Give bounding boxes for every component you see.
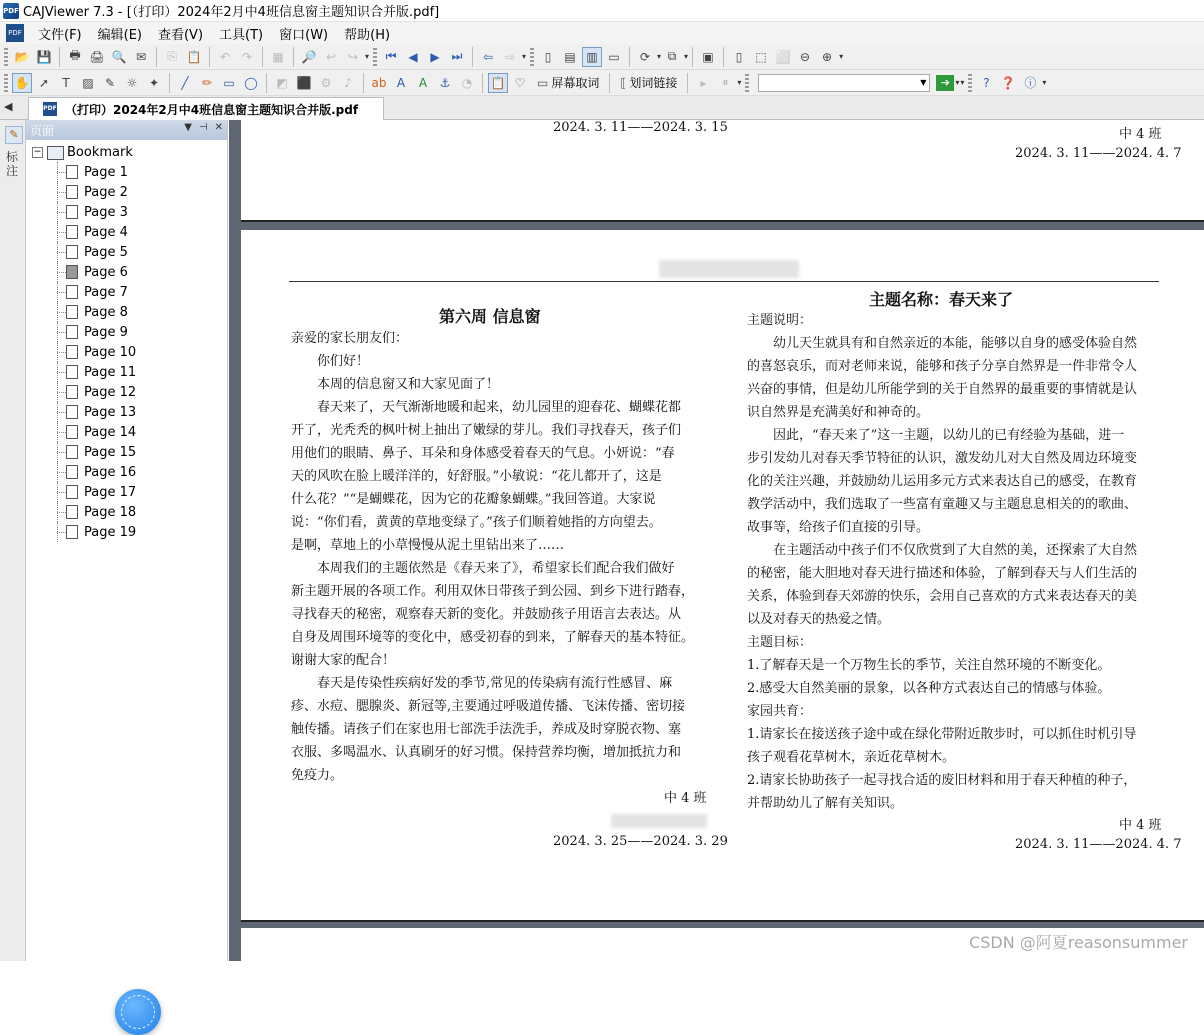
text-select-icon[interactable]: T <box>62 75 70 90</box>
facing-continuous-icon[interactable]: ▥ <box>582 47 602 67</box>
chevron-down-icon[interactable]: ▾ <box>737 78 742 87</box>
text-line: 春天是传染性疾病好发的季节,常见的传染病有流行性感冒、麻 <box>291 676 673 691</box>
text-line: 主题目标： <box>747 635 813 650</box>
annotate-pencil-icon[interactable]: ✎ <box>5 126 23 144</box>
page-icon <box>66 285 78 299</box>
page-icon <box>66 485 78 499</box>
tree-item-label: Page 11 <box>84 364 137 380</box>
single-page-icon[interactable]: ▯ <box>544 49 552 64</box>
tree-item-page[interactable] <box>26 182 227 202</box>
facing-page-icon[interactable]: ▭ <box>608 49 620 64</box>
text-line: 家园共育： <box>747 704 813 719</box>
tree-item-label: Page 8 <box>84 304 128 320</box>
context-help-icon[interactable]: ❓ <box>1000 75 1016 90</box>
help-icon[interactable]: ? <box>983 75 990 90</box>
first-page-icon[interactable]: ⏮ <box>385 49 397 63</box>
go-arrow-icon[interactable]: ➔ <box>936 75 954 91</box>
pin-icon[interactable]: ⊣ <box>198 122 208 133</box>
actual-size-icon[interactable]: ▯ <box>735 49 743 64</box>
text-line: 本周的信息窗又和大家见面了！ <box>291 377 500 392</box>
separator <box>169 73 170 93</box>
tree-item-label: Page 3 <box>84 204 128 220</box>
pdf-icon: PDF <box>43 102 57 116</box>
document-page-current <box>241 230 1204 922</box>
tree-item-page[interactable] <box>26 202 227 222</box>
print-setup-icon[interactable]: 🖨 <box>89 49 105 64</box>
paste-icon[interactable]: 📋 <box>186 49 202 64</box>
chevron-down-icon[interactable]: ▾ <box>657 52 662 61</box>
separator <box>262 47 263 67</box>
text-line: 幼儿天生就具有和自然亲近的本能，能够以自身的感受体验自然 <box>747 336 1138 351</box>
page-icon <box>66 325 78 339</box>
page-icon <box>66 425 78 439</box>
knowledge-icon[interactable]: ✦ <box>148 75 160 90</box>
text-line: 教学活动中，我们选取了一些富有童趣又与主题息息相关的的歌曲、 <box>747 497 1138 512</box>
ocr-icon[interactable]: ✎ <box>104 75 116 90</box>
left-class-sign: 中 4 班 <box>664 791 707 806</box>
pencil-icon[interactable]: ✏ <box>201 75 213 90</box>
toolbar-grip[interactable] <box>745 74 749 92</box>
text-line: 说：“你们看，黄黄的草地变绿了。”孩子们顺着她指的方向望去。 <box>291 515 662 530</box>
text-line: 疹、水痘、腮腺炎、新冠等,主要通过呼吸道传播、飞沫传播、密切接 <box>291 699 686 714</box>
bookmark-tree <box>26 140 227 542</box>
text-line: 什么花？”“是蝴蝶花，因为它的花瓣象蝴蝶。”我回答道。大家说 <box>291 492 656 507</box>
side-strip <box>0 120 26 961</box>
csdn-watermark: CSDN @阿夏reasonsummer <box>969 933 1188 952</box>
chevron-down-icon[interactable]: ▼ <box>184 122 192 133</box>
tree-item-label: Page 17 <box>84 484 137 500</box>
open-icon[interactable]: 📂 <box>14 49 30 64</box>
tree-item-page[interactable] <box>26 162 227 182</box>
copy-icon[interactable]: ⎘ <box>167 49 177 63</box>
tree-item-page[interactable] <box>26 282 227 302</box>
toolbar-grip[interactable] <box>4 74 8 92</box>
play-icon[interactable]: ▸ <box>700 75 707 90</box>
toolbar-grip[interactable] <box>968 74 972 92</box>
page-layout-icon[interactable]: ⧉ <box>667 49 677 63</box>
prev-left-date: 2024. 3. 11——2024. 3. 15 <box>553 120 728 135</box>
separator <box>293 47 294 67</box>
text-line: 孩子观看花草树木，亲近花草树木。 <box>747 750 956 765</box>
toolbar-grip[interactable] <box>373 48 377 66</box>
tree-item-page[interactable] <box>26 242 227 262</box>
text-line: 2.请家长协助孩子一起寻找合适的废旧材料和用于春天种植的种子， <box>747 773 1137 788</box>
page-icon <box>66 525 78 539</box>
tree-item-label: Page 6 <box>84 264 128 280</box>
redo-icon[interactable]: ↷ <box>241 49 253 64</box>
page-icon <box>66 165 78 179</box>
tree-item-page[interactable] <box>26 442 227 462</box>
assistant-icon <box>121 995 155 1029</box>
layer-icon[interactable]: ▦ <box>272 49 284 64</box>
tree-root-label: Bookmark <box>67 144 133 160</box>
window-title: CAJViewer 7.3 - [（打印）2024年2月中4班信息窗主题知识合并版.pdf] <box>23 5 440 20</box>
text-line: 化的关注兴趣，并鼓励幼儿运用多元方式来表达自己的感受，在教育 <box>747 474 1138 489</box>
page-icon <box>66 445 78 459</box>
right-date: 2024. 3. 11——2024. 4. 7 <box>1015 837 1182 852</box>
text-line: 的喜怒哀乐，而对老师来说，能够和孩子分享自然界是一件非常令人 <box>747 359 1138 374</box>
find-icon[interactable]: 🔎 <box>301 49 317 64</box>
separator <box>363 73 364 93</box>
text-line: 春天来了，天气渐渐地暖和起来，幼儿园里的迎春花、蝴蝶花都 <box>291 400 682 415</box>
text-line: 免疫力。 <box>291 768 344 783</box>
select-arrow-icon[interactable]: ➚ <box>38 75 50 90</box>
redacted-name <box>611 814 707 828</box>
chevron-down-icon[interactable]: ▾ <box>365 52 370 61</box>
collapse-icon[interactable]: − <box>33 146 42 157</box>
hand-tool-icon[interactable]: ✋ <box>12 73 32 93</box>
page-icon <box>66 205 78 219</box>
close-icon[interactable]: ✕ <box>214 122 223 133</box>
text-line: 触传播。请孩子们在家也用七部洗手法洗手，养成及时穿脱衣物、塞 <box>291 722 682 737</box>
toolbar-grip[interactable] <box>530 48 534 66</box>
eraser-icon[interactable]: ◩ <box>276 75 288 90</box>
fit-page-icon[interactable]: ⬚ <box>755 49 767 64</box>
separator <box>472 47 473 67</box>
separator <box>209 47 210 67</box>
page-icon <box>66 185 78 199</box>
separator <box>59 47 60 67</box>
left-column-body <box>291 327 694 787</box>
tree-item-label: Page 4 <box>84 224 128 240</box>
page-icon <box>66 365 78 379</box>
text-line: 你们好！ <box>291 354 370 369</box>
menu-help[interactable]: 帮助(H) <box>344 27 391 43</box>
separator <box>629 47 630 67</box>
text-line: 关系，体验到春天郊游的快乐，会用自己喜欢的方式来表达春天的美 <box>747 589 1138 604</box>
page-header-rule <box>289 281 1159 282</box>
tree-item-label: Page 15 <box>84 444 137 460</box>
highlight-note-icon[interactable]: ☼ <box>126 75 138 90</box>
page-icon <box>66 265 78 279</box>
rectangle-icon[interactable]: ▭ <box>223 75 235 90</box>
tree-item-label: Page 10 <box>84 344 137 360</box>
document-tab-bar <box>0 96 1204 120</box>
tab-document-label: （打印）2024年2月中4班信息窗主题知识合并版.pdf <box>65 102 359 117</box>
word-link-button[interactable] <box>620 74 677 91</box>
music-note-icon[interactable]: ♪ <box>344 75 352 90</box>
page-icon <box>66 385 78 399</box>
chevron-down-icon[interactable]: ▾ <box>684 52 689 61</box>
tree-item-label: Page 13 <box>84 404 137 420</box>
menu-tools[interactable]: 工具(T) <box>219 27 264 43</box>
print-preview-icon[interactable]: 🔍 <box>111 49 127 64</box>
continuous-page-icon[interactable]: ▤ <box>564 49 576 64</box>
separator <box>156 47 157 67</box>
word-link-icon: ⟦ <box>620 75 627 90</box>
history-forward-icon[interactable]: ⇨ <box>504 49 516 64</box>
document-menu-icon[interactable]: PDF <box>6 24 24 42</box>
redacted-header <box>659 260 799 278</box>
chevron-down-icon[interactable]: ▼ <box>920 78 927 87</box>
tree-item-label: Page 12 <box>84 384 137 400</box>
tree-item-page[interactable] <box>26 522 227 542</box>
menu-bar <box>0 22 1204 44</box>
tree-item-label: Page 16 <box>84 464 137 480</box>
text-line: 本周我们的主题依然是《春天来了》，希望家长们配合我们做好 <box>291 561 675 576</box>
menu-view[interactable]: 查看(V) <box>157 27 204 43</box>
tree-item-page[interactable] <box>26 262 227 282</box>
send-icon[interactable]: ✉ <box>135 49 147 64</box>
text-line: 谢谢大家的配合！ <box>291 653 396 668</box>
right-class-sign: 中 4 班 <box>1119 818 1162 833</box>
tab-document[interactable] <box>28 97 384 120</box>
chevron-down-icon[interactable]: ▾ <box>955 78 960 87</box>
tree-item-label: Page 2 <box>84 184 128 200</box>
separator <box>723 47 724 67</box>
clipboard-icon[interactable]: 📋 <box>488 73 508 93</box>
note-icon[interactable]: ◔ <box>461 75 473 90</box>
screen-capture-icon: ▭ <box>537 75 549 90</box>
left-date: 2024. 3. 25——2024. 3. 29 <box>553 834 728 849</box>
tree-item-label: Page 19 <box>84 524 137 540</box>
book-icon <box>47 145 63 159</box>
document-viewer[interactable] <box>229 120 1204 961</box>
prev-right-date: 2024. 3. 11——2024. 4. 7 <box>1015 146 1182 161</box>
tree-item-label: Page 18 <box>84 504 137 520</box>
text-line: 兴奋的事情，但是幼儿所能学到的关于自然界的最重要的事情就是认 <box>747 382 1138 397</box>
document-page-previous <box>241 120 1204 222</box>
chevron-down-icon[interactable]: ▾ <box>1042 78 1047 87</box>
save-icon[interactable]: 💾 <box>36 49 52 64</box>
tree-item-page[interactable] <box>26 402 227 422</box>
prev-right-class: 中 4 班 <box>1119 127 1162 142</box>
page-icon <box>66 405 78 419</box>
highlight-text-icon[interactable]: ab <box>371 75 387 90</box>
tree-item-page[interactable] <box>26 362 227 382</box>
text-line: 以及对春天的热爱之情。 <box>747 612 891 627</box>
heart-icon[interactable]: ♡ <box>514 75 526 90</box>
right-column-body <box>747 309 1137 815</box>
text-line: 开了，光秃秃的枫叶树上抽出了嫩绿的芽儿。我们寻找春天，孩子们 <box>291 423 682 438</box>
full-screen-icon[interactable]: ▣ <box>702 49 714 64</box>
title-bar <box>0 0 1204 22</box>
forward-icon[interactable]: ↪ <box>347 49 359 64</box>
chevron-down-icon[interactable]: ▾ <box>960 78 965 87</box>
text-line: 的秘密，能大胆地对春天进行描述和体验，了解到春天与人们生活的 <box>747 566 1138 581</box>
stamp-icon[interactable]: ⬛ <box>296 75 312 90</box>
text-line: 新主题开展的各项工作。利用双休日带孩子到公园、到乡下进行踏春， <box>291 584 695 599</box>
toolbar-grip[interactable] <box>4 48 8 66</box>
menu-file[interactable]: 文件(F) <box>38 27 82 43</box>
text-line: 1.了解春天是一个万物生长的季节，关注自然环境的不断变化。 <box>747 658 1111 673</box>
separator <box>692 47 693 67</box>
separator <box>266 73 267 93</box>
tree-item-label: Page 7 <box>84 284 128 300</box>
separator <box>609 73 610 93</box>
tree-item-page[interactable] <box>26 222 227 242</box>
text-line: 寻找春天的秘密，观察春天新的变化。并鼓励孩子用语言去表达。从 <box>291 607 682 622</box>
prev-page-icon[interactable]: ◀ <box>408 49 418 64</box>
text-line: 识自然界是充满美好和神奇的。 <box>747 405 930 420</box>
text-line: 并帮助幼儿了解有关知识。 <box>747 796 904 811</box>
text-line: 步引发幼儿对春天季节特征的认识，激发幼儿对大自然及周边环境变 <box>747 451 1138 466</box>
text-line: 主题说明： <box>747 313 813 328</box>
text-line: 天的风吹在脸上暖洋洋的，好舒服。”小敏说：“花儿都开了，这是 <box>291 469 662 484</box>
next-page-icon[interactable]: ▶ <box>430 49 440 64</box>
chevron-down-icon[interactable]: ▾ <box>839 52 844 61</box>
page-icon <box>66 465 78 479</box>
fit-width-icon[interactable]: ⬜ <box>775 49 791 64</box>
text-line: 亲爱的家长朋友们： <box>291 331 409 346</box>
tree-item-label: Page 5 <box>84 244 128 260</box>
floating-assistant-button[interactable] <box>115 989 161 1035</box>
page-icon <box>66 305 78 319</box>
text-line: 1.请家长在接送孩子途中或在绿化带附近散步时，可以抓住时机引导 <box>747 727 1137 742</box>
about-icon[interactable]: ⓘ <box>1024 76 1037 90</box>
left-column-title: 第六周 信息窗 <box>439 307 541 326</box>
tree-item-page[interactable] <box>26 482 227 502</box>
print-icon[interactable]: 🖶 <box>69 48 81 62</box>
text-line: 2.感受大自然美丽的景象，以各种方式表达自己的情感与体验。 <box>747 681 1111 696</box>
page-icon <box>66 505 78 519</box>
right-column-title: 主题名称：春天来了 <box>869 290 1014 309</box>
page-icon <box>66 345 78 359</box>
annotation-vertical-tab[interactable]: 标注 <box>6 150 19 178</box>
tree-item-page[interactable] <box>26 462 227 482</box>
panel-title: 页面 <box>30 123 55 138</box>
last-page-icon[interactable]: ⏭ <box>451 49 463 63</box>
separator <box>482 73 483 93</box>
search-combo-box[interactable] <box>758 74 930 92</box>
tab-scroll-left-icon[interactable]: ◀ <box>4 100 13 113</box>
strikeout-icon[interactable]: A <box>396 75 406 90</box>
zoom-in-icon[interactable]: ⊕ <box>822 49 833 64</box>
tree-item-page[interactable] <box>26 342 227 362</box>
text-line: 故事等，给孩子们直接的引导。 <box>747 520 930 535</box>
page-icon <box>66 245 78 259</box>
page-icon <box>66 225 78 239</box>
underline-icon[interactable]: A <box>418 75 428 90</box>
panel-header <box>26 120 227 140</box>
anchor-icon[interactable]: ⚓ <box>439 75 451 90</box>
gear-icon[interactable]: ⚙ <box>320 75 332 90</box>
rotate-icon[interactable]: ⟳ <box>640 49 651 64</box>
text-line: 自身及周围环境等的变化中，感受初春的到来，了解春天的基本特征。 <box>291 630 695 645</box>
undo-icon[interactable]: ↶ <box>219 49 231 64</box>
tree-item-label: Page 1 <box>84 164 128 180</box>
tree-item-page[interactable] <box>26 302 227 322</box>
annotation-toolbar <box>0 70 1204 96</box>
separator <box>687 73 688 93</box>
main-toolbar <box>0 44 1204 70</box>
text-line: 衣服、多喝温水、认真刷牙的好习惯。保持营养均衡，增加抵抗力和 <box>291 745 682 760</box>
chevron-down-icon[interactable]: ▾ <box>522 52 527 61</box>
text-line: 是啊，草地上的小草慢慢从泥土里钻出来了…… <box>291 538 565 553</box>
word-link-label: 划词链接 <box>629 76 678 90</box>
zoom-out-icon[interactable]: ⊖ <box>800 49 811 64</box>
pen-icon[interactable]: ╱ <box>181 75 189 90</box>
tree-item-page[interactable] <box>26 422 227 442</box>
text-line: 因此，“春天来了”这一主题，以幼儿的已有经验为基础，进一 <box>747 428 1125 443</box>
tree-item-label: Page 14 <box>84 424 137 440</box>
cajviewer-app-icon[interactable]: PDF <box>3 3 19 19</box>
tree-item-page[interactable] <box>26 382 227 402</box>
tree-root-bookmark[interactable] <box>26 142 227 162</box>
text-line: 在主题活动中孩子们不仅欣赏到了大自然的美，还探索了大自然 <box>747 543 1138 558</box>
back-icon[interactable]: ↩ <box>325 49 337 64</box>
history-back-icon[interactable]: ⇦ <box>482 49 494 64</box>
ellipse-icon[interactable]: ◯ <box>244 75 258 90</box>
tree-item-page[interactable] <box>26 322 227 342</box>
image-select-icon[interactable]: ▨ <box>82 75 94 90</box>
menu-window[interactable]: 窗口(W) <box>279 27 329 43</box>
tree-item-page[interactable] <box>26 502 227 522</box>
screen-capture-label: 屏幕取词 <box>551 76 600 90</box>
page-panel <box>26 120 228 961</box>
menu-edit[interactable]: 编辑(E) <box>97 27 142 43</box>
pause-icon[interactable]: ⏸ <box>722 75 729 89</box>
text-line: 用他们的眼睛、鼻子、耳朵和身体感受着春天的气息。小妍说：“春 <box>291 446 675 461</box>
tree-item-label: Page 9 <box>84 324 128 340</box>
screen-capture-button[interactable] <box>537 74 599 91</box>
